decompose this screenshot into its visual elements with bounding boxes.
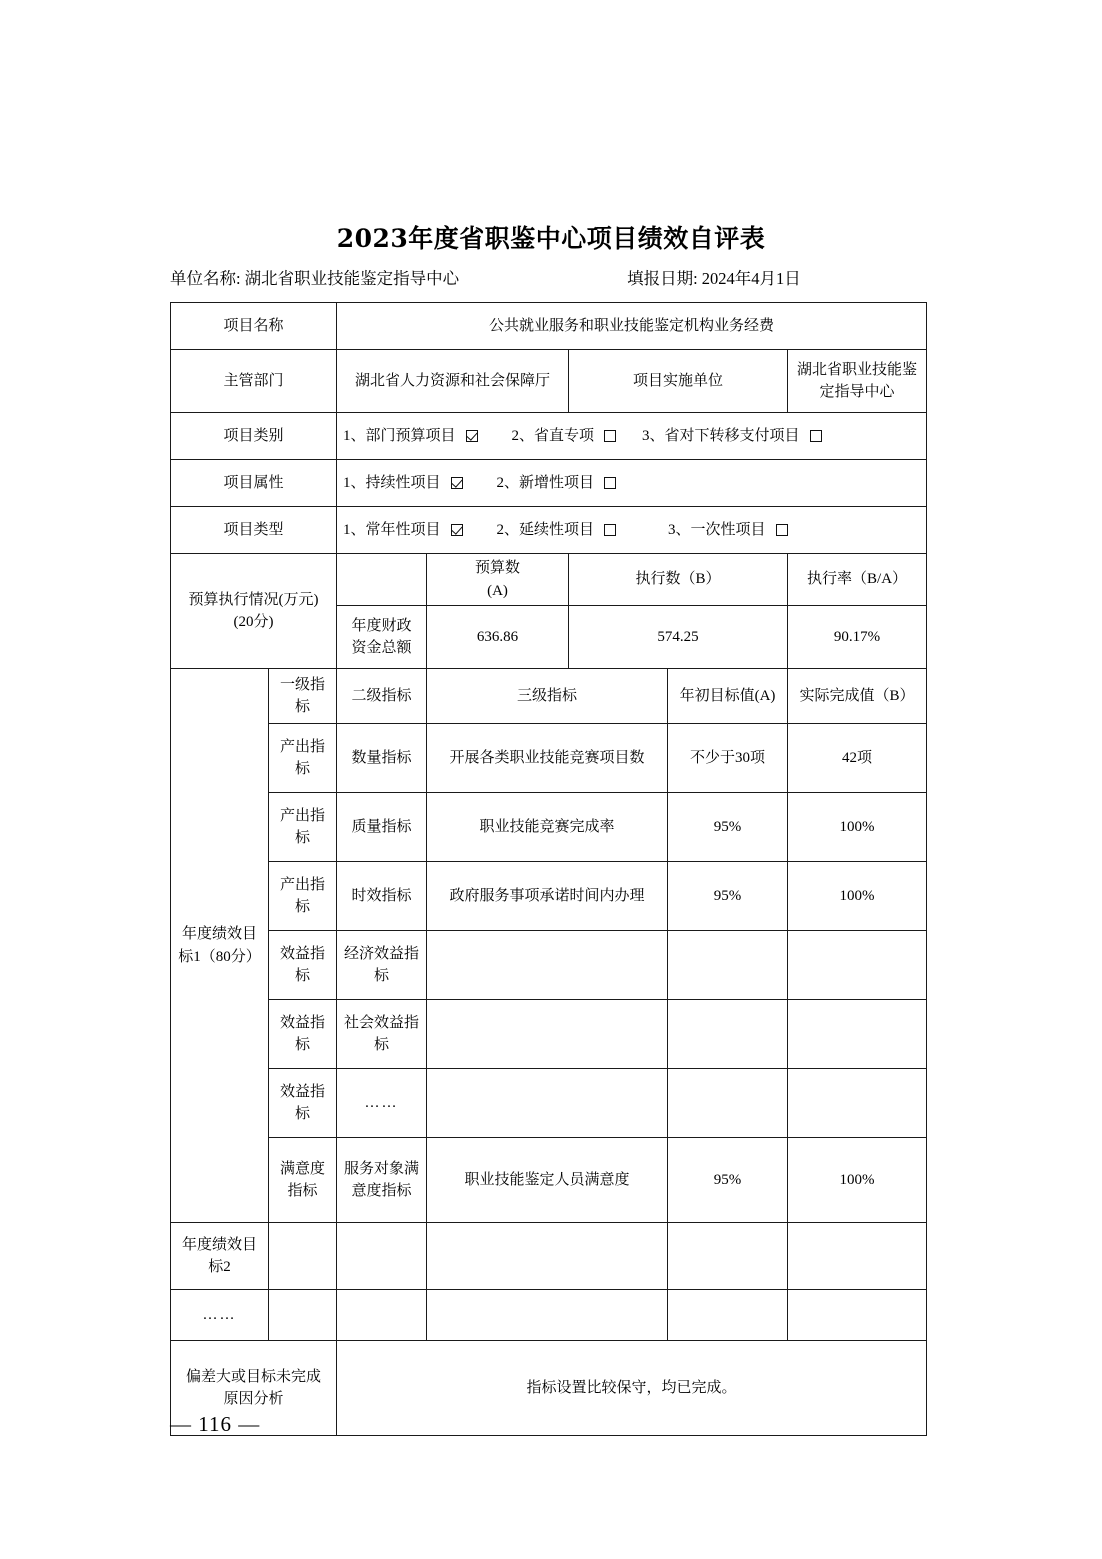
indicator-actual: [788, 931, 927, 1000]
budget-executed-value: 574.25: [569, 606, 788, 669]
unit-name-value: 湖北省职业技能鉴定指导中心: [244, 269, 460, 288]
budget-header-amount-line1: 预算数: [475, 560, 521, 576]
indicator-level3: [427, 931, 668, 1000]
goal1-label-line1: 年度绩效目: [181, 926, 257, 942]
type-option-3-label: 3、一次性项目: [668, 521, 766, 538]
indicator-header-target: 年初目标值(A): [668, 669, 788, 724]
table-row-type: [171, 507, 927, 554]
budget-item-label-line2: 资金总额: [351, 640, 412, 656]
indicator-level1: 效益指标: [269, 1069, 337, 1138]
dept-label: 主管部门: [171, 350, 337, 413]
indicator-level2: 质量指标: [337, 793, 427, 862]
goal1-label-line2: 标1（80分）: [178, 948, 261, 965]
indicator-level2: 经济效益指标: [337, 931, 427, 1000]
indicator-target: 不少于30项: [668, 724, 788, 793]
goal2-level2: [337, 1223, 427, 1290]
type-option-2-label: 2、延续性项目: [496, 521, 595, 538]
type-options-cell: [337, 507, 927, 554]
goal2-level3: [427, 1223, 668, 1290]
type-option-1[interactable]: [343, 519, 463, 542]
ellipsis-level2: [337, 1290, 427, 1341]
budget-section-label-line2: (20分): [233, 614, 274, 630]
budget-section-label: [171, 554, 337, 669]
goal1-label: [171, 669, 269, 1223]
category-option-3[interactable]: [642, 425, 822, 448]
attribute-option-2[interactable]: [497, 472, 617, 495]
deviation-value: 指标设置比较保守，均已完成。: [337, 1341, 927, 1436]
table-row: [171, 862, 927, 931]
checkbox-empty-icon[interactable]: [810, 430, 822, 442]
ellipsis-actual: [788, 1290, 927, 1341]
budget-header-executed: 执行数（B）: [569, 554, 788, 606]
indicator-header-level3: 三级指标: [427, 669, 668, 724]
attribute-label: 项目属性: [171, 460, 337, 507]
indicator-level1: 产出指标: [269, 793, 337, 862]
attribute-options-cell: [337, 460, 927, 507]
ellipsis-target: [668, 1290, 788, 1341]
table-row: [171, 793, 927, 862]
ellipsis-level1: [269, 1290, 337, 1341]
goal2-target: [668, 1223, 788, 1290]
category-label: 项目类别: [171, 413, 337, 460]
checkbox-empty-icon[interactable]: [604, 524, 616, 536]
attribute-option-1-label: 1、持续性项目: [343, 474, 441, 491]
indicator-actual: [788, 1000, 927, 1069]
budget-amount-value: 636.86: [427, 606, 569, 669]
table-row: [171, 1138, 927, 1223]
indicator-level2: ……: [337, 1069, 427, 1138]
ellipsis-label: ……: [171, 1290, 269, 1341]
type-option-3[interactable]: [668, 519, 788, 542]
indicator-level3: 开展各类职业技能竞赛项目数: [427, 724, 668, 793]
table-row-dept: [171, 350, 927, 413]
category-option-3-label: 3、省对下转移支付项目: [642, 427, 800, 444]
category-options-cell: [337, 413, 927, 460]
performance-self-assessment-table: [170, 302, 927, 1436]
indicator-actual: 100%: [788, 1138, 927, 1223]
checkbox-checked-icon[interactable]: [466, 430, 478, 442]
indicator-actual: [788, 1069, 927, 1138]
unit-name-field: [170, 265, 459, 289]
indicator-target: 95%: [668, 862, 788, 931]
indicator-level1: 产出指标: [269, 724, 337, 793]
budget-rate-value: 90.17%: [788, 606, 927, 669]
table-row-category: [171, 413, 927, 460]
type-option-2[interactable]: [497, 519, 617, 542]
budget-item-label-line1: 年度财政: [351, 617, 412, 634]
checkbox-checked-icon[interactable]: [451, 524, 463, 536]
indicator-level2: 时效指标: [337, 862, 427, 931]
table-row-project-name: [171, 303, 927, 350]
indicator-header-level1: 一级指标: [269, 669, 337, 724]
indicator-level2: 数量指标: [337, 724, 427, 793]
indicator-target: [668, 1069, 788, 1138]
checkbox-empty-icon[interactable]: [604, 430, 616, 442]
checkbox-empty-icon[interactable]: [604, 477, 616, 489]
report-date-value: 2024年4月1日: [701, 269, 801, 288]
table-row: [171, 931, 927, 1000]
indicator-header-actual: 实际完成值（B）: [788, 669, 927, 724]
indicator-level3: 职业技能竞赛完成率: [427, 793, 668, 862]
table-row-indicator-header: [171, 669, 927, 724]
page-title: 2023年度省职鉴中心项目绩效自评表: [336, 224, 766, 253]
indicator-actual: 42项: [788, 724, 927, 793]
header-meta: [170, 265, 926, 289]
budget-section-label-line1: 预算执行情况(万元): [188, 591, 319, 608]
budget-item-label: [337, 606, 427, 669]
goal2-actual: [788, 1223, 927, 1290]
dept-value: 湖北省人力资源和社会保障厅: [337, 350, 569, 413]
budget-header-amount-line2: (A): [487, 582, 508, 599]
category-option-2[interactable]: [512, 425, 617, 448]
table-row: [171, 1069, 927, 1138]
indicator-header-level2: 二级指标: [337, 669, 427, 724]
report-date-label: 填报日期:: [627, 269, 698, 288]
indicator-level3: [427, 1069, 668, 1138]
indicator-level3: 职业技能鉴定人员满意度: [427, 1138, 668, 1223]
indicator-level1: 效益指标: [269, 1000, 337, 1069]
attribute-option-2-label: 2、新增性项目: [496, 474, 595, 491]
impl-unit-label: 项目实施单位: [569, 350, 788, 413]
goal2-label: 年度绩效目标2: [171, 1223, 269, 1290]
indicator-level1: 满意度指标: [269, 1138, 337, 1223]
table-row-ellipsis: [171, 1290, 927, 1341]
page-number: — 116 —: [170, 1412, 261, 1436]
table-row: [171, 1000, 927, 1069]
type-option-1-label: 1、常年性项目: [343, 521, 441, 538]
budget-header-rate: 执行率（B/A）: [788, 554, 927, 606]
checkbox-checked-icon[interactable]: [451, 477, 463, 489]
category-option-1[interactable]: [343, 425, 478, 448]
indicator-level2: 社会效益指标: [337, 1000, 427, 1069]
unit-name-label: 单位名称:: [170, 269, 241, 288]
indicator-actual: 100%: [788, 862, 927, 931]
project-name-label: 项目名称: [171, 303, 337, 350]
table-row-budget-header: [171, 554, 927, 606]
impl-unit-value: 湖北省职业技能鉴定指导中心: [788, 350, 927, 413]
ellipsis-level3: [427, 1290, 668, 1341]
indicator-actual: 100%: [788, 793, 927, 862]
project-name-value: 公共就业服务和职业技能鉴定机构业务经费: [337, 303, 927, 350]
indicator-target: [668, 1000, 788, 1069]
indicator-level1: 效益指标: [269, 931, 337, 1000]
budget-header-blank: [337, 554, 427, 606]
indicator-target: [668, 931, 788, 1000]
indicator-level1: 产出指标: [269, 862, 337, 931]
goal2-level1: [269, 1223, 337, 1290]
report-date-field: [627, 265, 801, 289]
indicator-target: 95%: [668, 793, 788, 862]
table-row-deviation: [171, 1341, 927, 1436]
checkbox-empty-icon[interactable]: [776, 524, 788, 536]
type-label: 项目类型: [171, 507, 337, 554]
table-row: [171, 724, 927, 793]
indicator-level3: 政府服务事项承诺时间内办理: [427, 862, 668, 931]
table-row-attribute: [171, 460, 927, 507]
category-option-2-label: 2、省直专项: [511, 427, 595, 444]
deviation-label-line1: 偏差大或目标未完成: [186, 1368, 322, 1385]
indicator-target: 95%: [668, 1138, 788, 1223]
deviation-label-line2: 原因分析: [223, 1391, 284, 1407]
attribute-option-1[interactable]: [343, 472, 463, 495]
budget-header-amount: [427, 554, 569, 606]
category-option-1-label: 1、部门预算项目: [343, 427, 456, 444]
indicator-level2: 服务对象满意度指标: [337, 1138, 427, 1223]
indicator-level3: [427, 1000, 668, 1069]
table-row-goal2: [171, 1223, 927, 1290]
